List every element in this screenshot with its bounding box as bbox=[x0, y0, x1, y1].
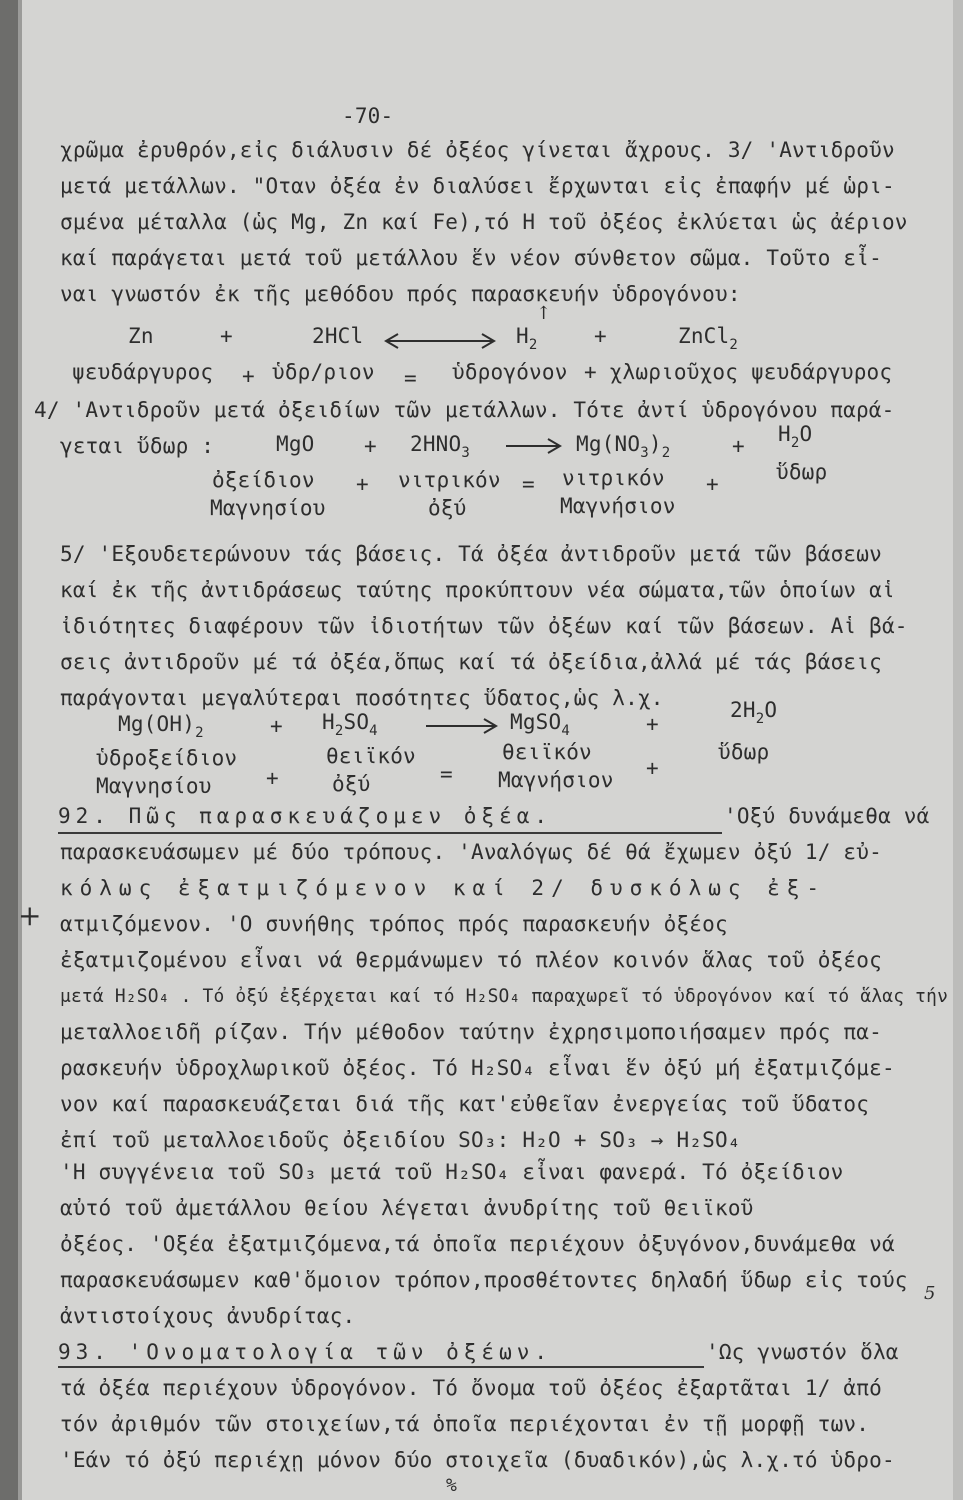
name-label: ὑδροξείδιον bbox=[96, 746, 238, 770]
formula-reactant: $H_2SO_4$ bbox=[322, 710, 378, 739]
text-line: 5/ 'Εξουδετερώνουν τάς βάσεις. Τά ὀξέα ἀντιδροῦν μετά τῶν βάσεων bbox=[60, 542, 882, 566]
text-line: 4/ 'Αντιδροῦν μετά ὀξειδίων τῶν μετάλλων. Τότε ἀντί ὑδρογόνου παρά- bbox=[34, 398, 895, 422]
binding-edge bbox=[18, 0, 22, 1500]
text-line: ναι γνωστόν ἐκ τῆς μεθόδου πρός παρασκευήν ὑδρογόνου: bbox=[60, 282, 741, 306]
text-line: ἰδιότητες διαφέρουν τῶν ἰδιοτήτων τῶν ὀξέων καί τῶν βάσεων. Αἱ βά- bbox=[60, 614, 908, 638]
plus-sign: + bbox=[706, 472, 719, 496]
equals-sign: = bbox=[440, 762, 453, 786]
name-label: νιτρικόν bbox=[562, 466, 665, 490]
plus-sign: + bbox=[732, 434, 745, 458]
footer-mark: % bbox=[446, 1475, 458, 1496]
text-line: ἐπί τοῦ μεταλλοειδοῦς ὀξειδίου SO₃: H₂O + SO₃ → H₂SO₄ bbox=[60, 1128, 741, 1152]
text-line: μετά μετάλλων. "Οταν ὀξέα ἐν διαλύσει ἔρχωνται εἰς ἐπαφήν μέ ὡρι- bbox=[60, 174, 895, 198]
formula-product: MgSO$_4$ bbox=[510, 710, 571, 739]
text-line: αὐτό τοῦ ἀμετάλλου θείου λέγεται ἀνυδρίτης τοῦ θειϊκοῦ bbox=[60, 1196, 754, 1220]
formula-product: $2H_2O$ bbox=[730, 698, 778, 727]
text-line: γεται ὕδωρ : bbox=[60, 434, 215, 458]
text-line: ὀξέος. 'Οξέα ἐξατμιζόμενα,τά ὁποῖα περιέχουν ὀξυγόνον,δυνάμεθα νά bbox=[60, 1232, 895, 1256]
plus-sign: + bbox=[242, 364, 255, 388]
formula-reactant: Zn bbox=[128, 324, 154, 348]
formula-reactant: $2HNO_3$ bbox=[410, 432, 471, 461]
section-heading: 92. Πῶς παρασκευάζομεν ὀξέα. bbox=[58, 804, 553, 828]
name-label: θειϊκόν bbox=[502, 740, 592, 764]
formula-product: ZnCl$_2$ bbox=[678, 324, 739, 353]
equals-sign: = bbox=[522, 472, 535, 496]
section-heading: 93. 'Ονοματολογία τῶν ὀξέων. bbox=[58, 1340, 553, 1364]
binding-shadow bbox=[0, 0, 18, 1500]
insertion-arrow: ↑ bbox=[536, 303, 552, 324]
text-line: μετά H₂SO₄ . Τό ὀξύ ἐξέρχεται καί τό H₂SO₄ παραχωρεῖ τό ὑδρογόνον καί τό ἅλας τήν bbox=[60, 985, 949, 1007]
text-line: χρῶμα ἐρυθρόν,εἰς διάλυσιν δέ ὀξέος γίνεται ἄχρους. 3/ 'Αντιδροῦν bbox=[60, 138, 895, 162]
text-line: τά ὀξέα περιέχουν ὑδρογόνον. Τό ὄνομα τοῦ ὀξέος ἐξαρτᾶται 1/ ἀπό bbox=[60, 1376, 882, 1400]
text-line: σεις ἀντιδροῦν μέ τά ὀξέα,ὅπως καί τά ὀξείδια,ἀλλά μέ τάς βάσεις bbox=[60, 650, 882, 674]
plus-sign: + bbox=[594, 324, 607, 348]
text-line: ατμιζόμενον. 'Ο συνήθης τρόπος πρός παρασκευήν ὀξέος bbox=[60, 912, 728, 936]
margin-plus-mark: + bbox=[18, 899, 42, 932]
name-label: Μαγνήσιον bbox=[560, 494, 676, 518]
formula-reactant: $Mg(OH)_2$ bbox=[118, 712, 204, 741]
text-line: 'Οξύ δυνάμεθα νά bbox=[724, 804, 930, 828]
name-label: Μαγνησίου bbox=[96, 774, 212, 798]
name-label: νιτρικόν bbox=[398, 468, 501, 492]
heading-underline bbox=[58, 832, 722, 834]
text-line: 'Ως γνωστόν ὅλα bbox=[706, 1340, 899, 1364]
formula-product: $H_2O$ bbox=[778, 422, 813, 451]
text-line: τόν ἀριθμόν τῶν στοιχείων,τά ὁποῖα περιέχονται ἐν τῇ μορφῇ των. bbox=[60, 1412, 870, 1436]
name-label: ὕδωρ bbox=[718, 740, 770, 764]
formula-reactant: MgO bbox=[276, 432, 315, 456]
text-line: 'Εάν τό ὀξύ περιέχῃ μόνον δύο στοιχεῖα (δυαδικόν),ὡς λ.χ.τό ὑδρο- bbox=[60, 1448, 895, 1472]
text-line: νον καί παρασκευάζεται διά τῆς κατ'εὐθεῖαν ἐνεργείας τοῦ ὕδατος bbox=[60, 1092, 870, 1116]
name-label: ὀξύ bbox=[332, 772, 371, 796]
margin-number: 5 bbox=[924, 1283, 936, 1304]
plus-sign: + bbox=[364, 434, 377, 458]
formula-product: $H_2$ bbox=[516, 324, 538, 353]
text-line: σμένα μέταλλα (ὡς Mg, Zn καί Fe),τό H τοῦ ὀξέος ἐκλύεται ὡς ἀέριον bbox=[60, 210, 908, 234]
plus-sign: + bbox=[646, 756, 659, 780]
heading-underline bbox=[58, 1366, 704, 1368]
text-line: παρασκευάσωμεν καθ'ὅμοιον τρόπον,προσθέτοντες δηλαδή ὕδωρ εἰς τούς bbox=[60, 1268, 908, 1292]
name-label: Μαγνησίου bbox=[210, 496, 326, 520]
page-number: -70- bbox=[342, 104, 394, 128]
text-line: παρασκευάσωμεν μέ δύο τρόπους. 'Αναλόγως δέ θά ἔχωμεν ὀξύ 1/ εὐ- bbox=[60, 840, 882, 864]
text-line: ἐξατμιζομένου εἶναι νά θερμάνωμεν τό πλέον κοινόν ἅλας τοῦ ὀξέος bbox=[60, 948, 882, 972]
text-line: ρασκευήν ὑδροχλωρικοῦ ὀξέος. Τό H₂SO₄ εἶναι ἕν ὀξύ μή ἐξατμιζόμε- bbox=[60, 1056, 895, 1080]
name-label: ὑδρ/ριον bbox=[272, 360, 375, 384]
plus-sign: + bbox=[270, 714, 283, 738]
name-label: ψευδάργυρος bbox=[72, 360, 214, 384]
name-label: θειϊκόν bbox=[326, 744, 416, 768]
reaction-arrow bbox=[424, 716, 500, 736]
name-label: ὑδρογόνον bbox=[452, 360, 568, 384]
name-label: ὀξείδιον bbox=[212, 468, 315, 492]
formula-reactant: 2HCl bbox=[312, 324, 364, 348]
plus-sign: + bbox=[220, 324, 233, 348]
text-line: καί παράγεται μετά τοῦ μετάλλου ἕν νέον σύνθετον σῶμα. Τοῦτο εἶ- bbox=[60, 246, 882, 270]
formula-product: $Mg(NO_3)_2$ bbox=[576, 432, 671, 461]
plus-sign: + bbox=[356, 472, 369, 496]
plus-sign: + bbox=[266, 766, 279, 790]
text-line: 'Η συγγένεια τοῦ SO₃ μετά τοῦ H₂SO₄ εἶναι φανερά. Τό ὀξείδιον bbox=[60, 1160, 844, 1184]
name-label: + χλωριοῦχος ψευδάργυρος bbox=[584, 360, 893, 384]
equals-sign: = bbox=[404, 366, 417, 390]
text-line: μεταλλοειδῆ ρίζαν. Τήν μέθοδον ταύτην ἐχρησιμοποιήσαμεν πρός πα- bbox=[60, 1020, 882, 1044]
page-right-edge bbox=[953, 0, 963, 1500]
name-label: ὕδωρ bbox=[776, 460, 828, 484]
name-label: Μαγνήσιον bbox=[498, 768, 614, 792]
reaction-arrow bbox=[384, 330, 498, 352]
text-line: κόλως ἐξατμιζόμενον καί 2/ δυσκόλως ἐξ- bbox=[60, 876, 827, 900]
text-line: ἀντιστοίχους ἀνυδρίτας. bbox=[60, 1304, 356, 1328]
plus-sign: + bbox=[646, 712, 659, 736]
reaction-arrow bbox=[504, 436, 564, 456]
text-line: καί ἐκ τῆς ἀντιδράσεως ταύτης προκύπτουν νέα σώματα,τῶν ὁποίων αἱ bbox=[60, 578, 895, 602]
name-label: ὀξύ bbox=[428, 496, 467, 520]
text-line: παράγονται μεγαλύτεραι ποσότητες ὕδατος,ὡς λ.χ. bbox=[60, 686, 664, 710]
